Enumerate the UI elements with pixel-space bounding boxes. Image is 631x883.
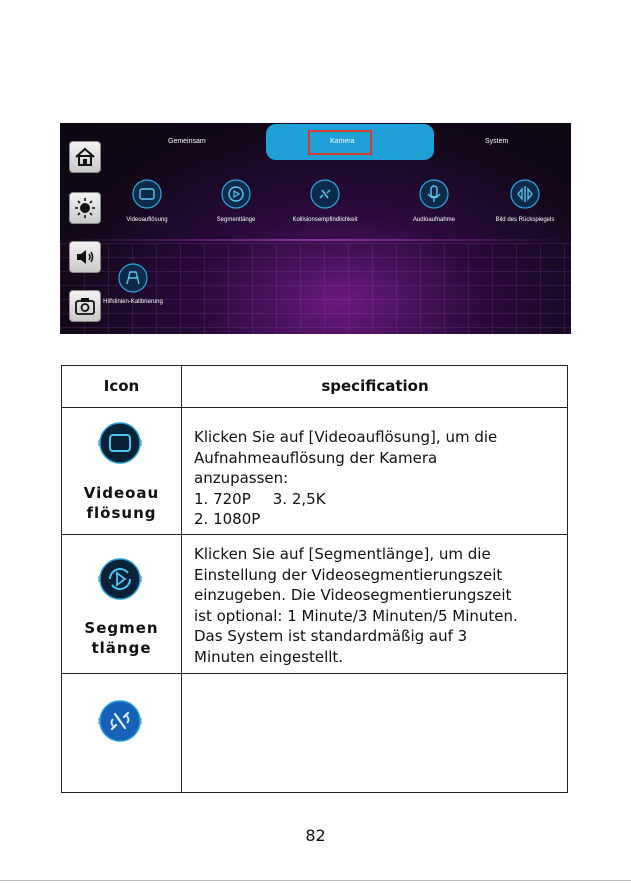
- header-icon: Icon: [103, 377, 140, 395]
- guideline-icon: [118, 263, 148, 293]
- menu-label: Audioaufnahme: [412, 217, 456, 223]
- label-line: Videoau: [83, 484, 160, 502]
- horizon-glow: [60, 239, 571, 241]
- volume-icon: [74, 246, 96, 268]
- microphone-icon: [419, 179, 449, 209]
- tab-system[interactable]: System: [485, 138, 509, 145]
- options-line: [194, 489, 554, 510]
- bottom-rule: [0, 880, 631, 881]
- desc-line: Klicken Sie auf [Segmentlänge], um die: [194, 545, 491, 563]
- desc-line: einzugeben. Die Videosegmentierungszeit: [194, 586, 512, 604]
- label-line: tlänge: [91, 639, 152, 657]
- side-button-brightness[interactable]: [69, 192, 101, 224]
- row-description-videoaufloesung: [194, 427, 554, 530]
- tab-bar: [60, 123, 571, 163]
- row-label-videoaufloesung: [62, 483, 181, 523]
- menu-label: Bild des Rückspiegels: [495, 217, 555, 223]
- page-number: 82: [305, 826, 326, 845]
- segment-icon: [98, 557, 142, 601]
- camera-settings-screenshot: [60, 123, 571, 334]
- tab-kamera[interactable]: Kamera: [330, 138, 355, 145]
- tab-gemeinsam[interactable]: Gemeinsam: [168, 138, 206, 145]
- menu-label: Hilfslinien-Kalibrierung: [103, 299, 163, 305]
- side-button-home[interactable]: [69, 141, 101, 173]
- option-1080p: 2. 1080P: [194, 510, 261, 528]
- row-divider: [62, 673, 567, 674]
- specification-table: [61, 365, 568, 793]
- desc-line: Klicken Sie auf [Videoauflösung], um die: [194, 428, 498, 446]
- label-line: flösung: [86, 504, 157, 522]
- desc-line: Einstellung der Videosegmentierungszeit: [194, 565, 503, 584]
- resolution-icon: [132, 179, 162, 209]
- row-divider: [62, 534, 567, 535]
- brightness-icon: [74, 197, 96, 219]
- desc-line: Aufnahmeauflösung der Kamera: [194, 448, 438, 467]
- option-2-5k: 3. 2,5K: [272, 489, 326, 508]
- mirror-icon: [510, 179, 540, 209]
- menu-label: Kollisionsempfindlichkeit: [292, 217, 358, 223]
- desc-line: ist optional: 1 Minute/3 Minuten/5 Minuten.: [194, 606, 518, 625]
- home-icon: [74, 146, 96, 168]
- menu-label: Videoauflösung: [126, 217, 168, 223]
- collision-icon: [310, 179, 340, 209]
- segment-icon: [221, 179, 251, 209]
- collision-icon: [98, 699, 142, 743]
- desc-line: anzupassen:: [194, 469, 289, 487]
- column-divider: [181, 366, 182, 792]
- row-divider: [62, 407, 567, 408]
- resolution-icon: [98, 421, 142, 465]
- side-button-volume[interactable]: [69, 241, 101, 273]
- label-line: Segmen: [84, 619, 159, 637]
- menu-label: Segmentlänge: [216, 217, 256, 223]
- option-720p: 1. 720P: [194, 489, 251, 508]
- header-specification: specification: [321, 377, 429, 395]
- side-button-camera[interactable]: [69, 290, 101, 322]
- row-description-segmentlaenge: [194, 544, 554, 667]
- desc-line: Das System ist standardmäßig auf 3: [194, 627, 468, 645]
- desc-line: Minuten eingestellt.: [194, 647, 344, 666]
- row-label-segmentlaenge: [62, 618, 181, 658]
